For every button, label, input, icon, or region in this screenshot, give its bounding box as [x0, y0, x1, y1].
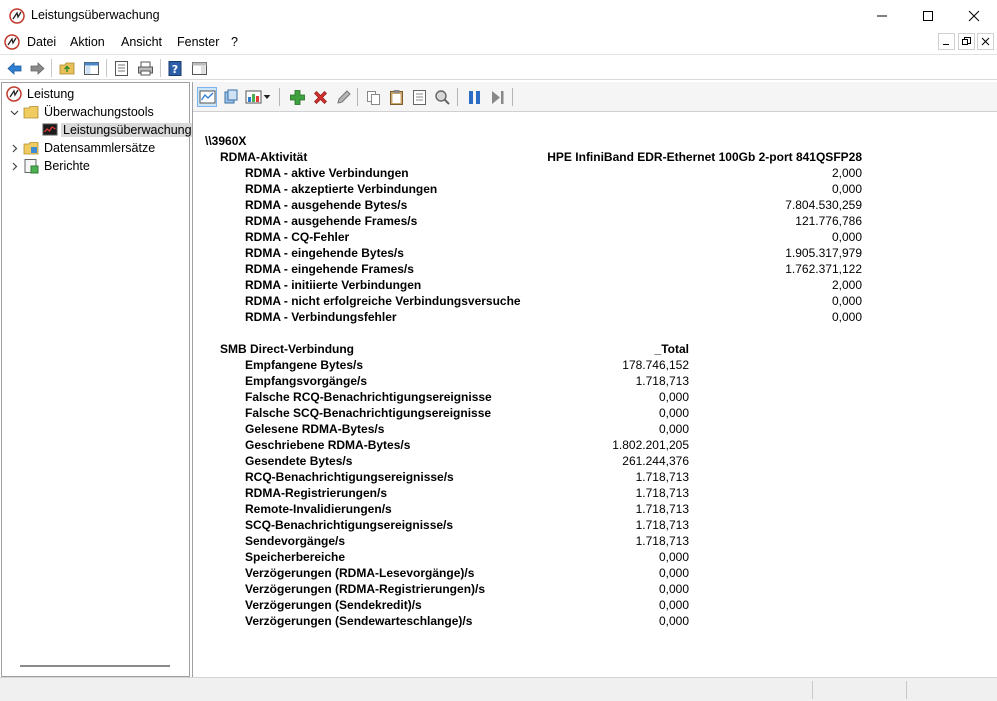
rdma-counter-value: 0,000	[831, 310, 862, 324]
smb-counter-name: Verzögerungen (RDMA-Registrierungen)/s	[245, 582, 486, 596]
delete-counter-button[interactable]	[310, 87, 330, 107]
smb-counter-value: 0,000	[658, 550, 689, 564]
svg-text:?: ?	[171, 62, 178, 76]
perfmon-app-icon	[9, 8, 25, 24]
rdma-counter-name: RDMA - CQ-Fehler	[245, 230, 350, 244]
smb-counter-name: RCQ-Benachrichtigungsereignisse/s	[245, 470, 454, 484]
copy-pages-icon	[365, 89, 382, 106]
smb-counter-name: Geschriebene RDMA-Bytes/s	[245, 438, 411, 452]
smb-counter-value: 1.718,713	[635, 486, 689, 500]
paste-button[interactable]	[386, 87, 406, 107]
rdma-counter-value: 121.776,786	[795, 214, 862, 228]
properties-button[interactable]	[111, 58, 131, 78]
perfmon-icon	[6, 86, 22, 102]
folder-icon	[23, 104, 39, 120]
smb-counter-value: 1.718,713	[635, 470, 689, 484]
close-button[interactable]	[951, 0, 997, 31]
show-hide-tree-button[interactable]	[81, 58, 101, 78]
chevron-right-icon[interactable]	[8, 142, 20, 154]
rdma-counter-value: 1.905.317,979	[785, 246, 862, 260]
clipboard-icon	[388, 89, 405, 106]
reports-icon	[23, 158, 39, 174]
mdi-minimize-button[interactable]	[938, 33, 955, 50]
print-button[interactable]	[135, 58, 155, 78]
tree-item-leistung[interactable]	[6, 85, 76, 103]
smb-counter-value: 261.244,376	[622, 454, 689, 468]
report-pane	[192, 82, 997, 677]
smb-counter-value: 1.802.201,205	[612, 438, 689, 452]
console-tree	[1, 82, 190, 677]
status-bar	[0, 677, 997, 701]
close-icon	[981, 37, 990, 46]
smb-counter-name: Empfangene Bytes/s	[245, 358, 364, 372]
mdi-close-button[interactable]	[977, 33, 994, 50]
freeze-display-button[interactable]	[464, 87, 484, 107]
minimize-button[interactable]	[859, 0, 905, 31]
view-graph-button[interactable]	[197, 87, 217, 107]
back-button[interactable]	[4, 58, 24, 78]
properties-button[interactable]	[409, 87, 429, 107]
action-pane-icon	[191, 60, 208, 77]
pause-icon	[466, 89, 483, 106]
smb-counter-value: 0,000	[658, 598, 689, 612]
restore-icon	[962, 37, 971, 46]
smb-counter-name: Sendevorgänge/s	[245, 534, 346, 548]
copy-icon	[222, 89, 239, 106]
add-counter-button[interactable]	[287, 87, 307, 107]
chevron-right-icon[interactable]	[8, 160, 20, 172]
smb-instance-name: _Total	[654, 342, 689, 356]
tree-item-leistungsueberwachung[interactable]	[42, 121, 194, 139]
rdma-object-title: RDMA-Aktivität	[220, 150, 308, 164]
tree-item-ueberwachungstools[interactable]	[8, 103, 156, 121]
folder-up-icon	[59, 60, 76, 77]
smb-counter-name: Speicherbereiche	[245, 550, 346, 564]
rdma-counter-name: RDMA - akzeptierte Verbindungen	[245, 182, 438, 196]
smb-counter-value: 1.718,713	[635, 374, 689, 388]
copy-properties-button[interactable]	[220, 87, 240, 107]
smb-counter-name: Verzögerungen (RDMA-Lesevorgänge)/s	[245, 566, 475, 580]
chevron-down-icon[interactable]	[8, 106, 20, 118]
smb-counter-name: Verzögerungen (Sendewarteschlange)/s	[245, 614, 473, 628]
rdma-counter-value: 1.762.371,122	[785, 262, 862, 276]
rdma-counter-name: RDMA - nicht erfolgreiche Verbindungsversuche	[245, 294, 521, 308]
arrow-right-icon	[29, 60, 46, 77]
smb-counter-name: Remote-Invalidierungen/s	[245, 502, 392, 516]
perfmon-toolbar	[193, 82, 997, 112]
perfmon-menu-icon[interactable]	[4, 34, 20, 50]
tree-item-berichte[interactable]	[8, 157, 92, 175]
maximize-button[interactable]	[905, 0, 951, 31]
rdma-counter-name: RDMA - ausgehende Bytes/s	[245, 198, 408, 212]
tree-label: Überwachungstools	[44, 105, 154, 119]
smb-counter-name: Falsche RCQ-Benachrichtigungsereignisse	[245, 390, 492, 404]
window-title: Leistungsüberwachung	[31, 8, 160, 22]
printer-icon	[137, 60, 154, 77]
monitor-chart-icon	[42, 122, 58, 138]
smb-counter-value: 0,000	[658, 614, 689, 628]
rdma-instance-name: HPE InfiniBand EDR-Ethernet 100Gb 2-port 841QSFP28	[547, 150, 862, 164]
smb-counter-name: Gesendete Bytes/s	[245, 454, 353, 468]
rdma-counter-value: 7.804.530,259	[785, 198, 862, 212]
up-folder-button[interactable]	[57, 58, 77, 78]
delete-x-icon	[312, 89, 329, 106]
smb-counter-value: 0,000	[658, 582, 689, 596]
tree-label: Datensammlersätze	[44, 141, 156, 155]
rdma-counter-name: RDMA - aktive Verbindungen	[245, 166, 409, 180]
chart-type-icon	[245, 89, 262, 106]
smb-counter-value: 178.746,152	[622, 358, 689, 372]
report-view	[193, 112, 997, 677]
smb-counter-name: SCQ-Benachrichtigungsereignisse/s	[245, 518, 454, 532]
smb-object-title: SMB Direct-Verbindung	[220, 342, 355, 356]
menu-aktion[interactable]: Aktion	[70, 35, 105, 49]
menu-bar	[0, 31, 997, 53]
rdma-counter-value: 0,000	[831, 182, 862, 196]
rdma-counter-name: RDMA - ausgehende Frames/s	[245, 214, 418, 228]
smb-counter-name: Empfangsvorgänge/s	[245, 374, 368, 388]
close-icon	[968, 10, 980, 22]
highlight-button[interactable]	[333, 87, 353, 107]
menu-help[interactable]: ?	[231, 35, 238, 49]
properties-icon	[113, 60, 130, 77]
minimize-icon	[942, 37, 951, 46]
menu-ansicht[interactable]: Ansicht	[121, 35, 162, 49]
console-tree-icon	[83, 60, 100, 77]
rdma-counter-value: 0,000	[831, 294, 862, 308]
help-book-icon	[167, 60, 184, 77]
pencil-icon	[335, 89, 352, 106]
arrow-left-icon	[6, 60, 23, 77]
chevron-down-icon	[263, 93, 271, 101]
rdma-counter-name: RDMA - eingehende Bytes/s	[245, 246, 404, 260]
smb-counter-name: Falsche SCQ-Benachrichtigungsereignisse	[245, 406, 492, 420]
data-collector-icon	[23, 140, 39, 156]
mdi-restore-button[interactable]	[958, 33, 975, 50]
smb-counter-value: 0,000	[658, 406, 689, 420]
zoom-button[interactable]	[432, 87, 452, 107]
smb-counter-value: 0,000	[658, 422, 689, 436]
tree-label: Berichte	[44, 159, 90, 173]
tree-label: Leistung	[27, 87, 75, 101]
smb-counter-value: 1.718,713	[635, 502, 689, 516]
rdma-counter-value: 2,000	[831, 278, 862, 292]
tree-label: Leistungsüberwachung	[63, 123, 192, 137]
tree-item-datensammlersaetze[interactable]	[8, 139, 157, 157]
maximize-icon	[922, 10, 934, 22]
minimize-icon	[876, 10, 888, 22]
smb-counter-value: 0,000	[658, 390, 689, 404]
rdma-counter-name: RDMA - eingehende Frames/s	[245, 262, 414, 276]
update-data-button[interactable]	[487, 87, 507, 107]
show-hide-action-pane-button[interactable]	[189, 58, 209, 78]
smb-counter-name: RDMA-Registrierungen/s	[245, 486, 388, 500]
machine-name: \\3960X	[205, 134, 247, 148]
graph-icon	[199, 89, 216, 106]
smb-counter-name: Verzögerungen (Sendekredit)/s	[245, 598, 422, 612]
title-bar	[0, 0, 997, 31]
menu-datei[interactable]: Datei	[27, 35, 57, 49]
rdma-counter-value: 2,000	[831, 166, 862, 180]
change-graph-type-button[interactable]	[243, 87, 263, 107]
smb-counter-value: 1.718,713	[635, 518, 689, 532]
copy-button[interactable]	[363, 87, 383, 107]
smb-counter-name: Gelesene RDMA-Bytes/s	[245, 422, 385, 436]
horizontal-scrollbar[interactable]	[20, 665, 170, 667]
smb-counter-value: 0,000	[658, 566, 689, 580]
rdma-counter-name: RDMA - Verbindungsfehler	[245, 310, 397, 324]
main-toolbar	[0, 54, 997, 80]
help-button[interactable]	[165, 58, 185, 78]
plus-icon	[289, 89, 306, 106]
menu-fenster[interactable]: Fenster	[177, 35, 220, 49]
rdma-counter-name: RDMA - initiierte Verbindungen	[245, 278, 422, 292]
step-forward-icon	[489, 89, 506, 106]
forward-button[interactable]	[27, 58, 47, 78]
rdma-counter-value: 0,000	[831, 230, 862, 244]
smb-counter-value: 1.718,713	[635, 534, 689, 548]
magnifier-icon	[434, 89, 451, 106]
properties-icon	[411, 89, 428, 106]
graph-type-dropdown[interactable]	[261, 87, 273, 107]
